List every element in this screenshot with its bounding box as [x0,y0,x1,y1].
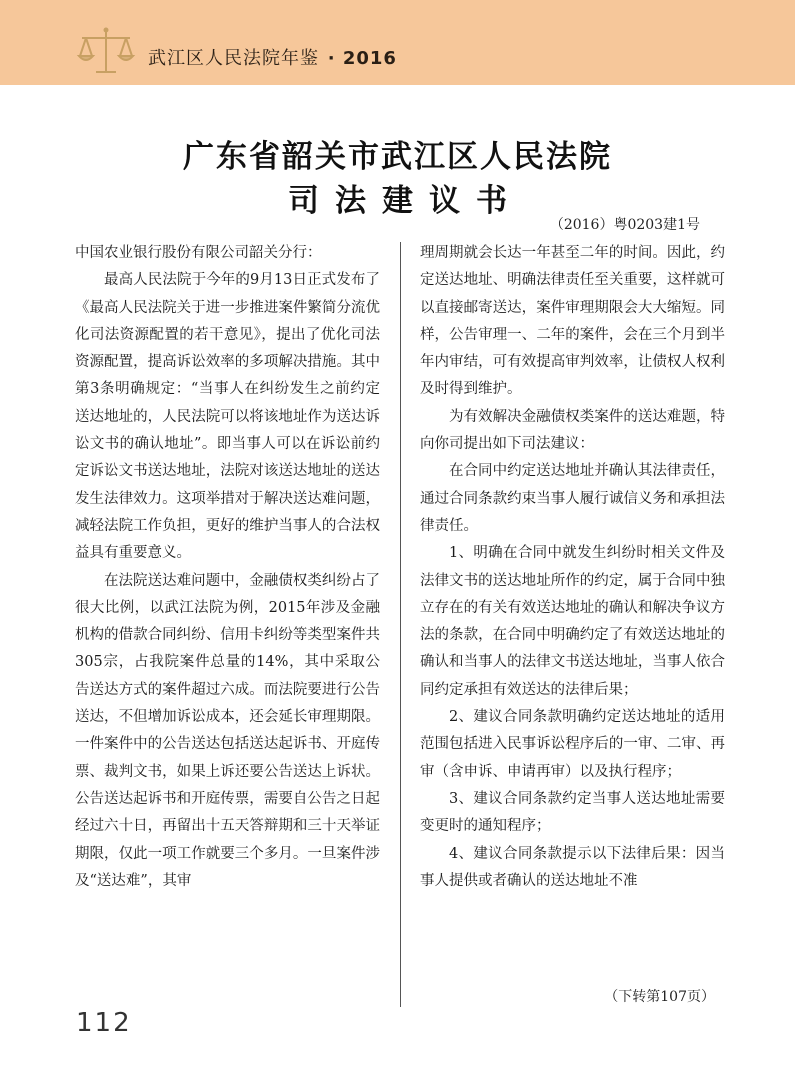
document-title-line1: 广东省韶关市武江区人民法院 [183,139,612,175]
suggestion-item: 2、建议合同条款明确约定送达地址的适用范围包括进入民事诉讼程序后的一审、二审、再审（含申诉、申请再审）以及执行程序； [420,709,725,780]
body-paragraph: 在法院送达难问题中，金融债权类纠纷占了很大比例，以武江法院为例，2015年涉及金融机构的借款合同纠纷、信用卡纠纷等类型案件共305宗，占我院案件总量的14%，其中采取公告送达方式的案件超过六成。而法院要进行公告送达，不但增加诉讼成本，还会延长审理期限。一件案件中的公告送达包括送达起诉书、开庭传票、裁判文书，如果上诉还要公告送达上诉状。公告送达起诉书和开庭传票，需要自公告之日起经过六十日，再留出十五天答辩期和三十天举证期限，仅此一项工作就要三个多月。一旦案件涉及“送达难”，其审 [75,572,380,889]
suggestion-item: 3、建议合同条款约定当事人送达地址需要变更时的通知程序； [420,790,725,835]
body-paragraph: 最高人民法院于今年的9月13日正式发布了《最高人民法院关于进一步推进案件繁简分流优化司法资源配置的若干意见》，提出了优化司法资源配置，提高诉讼效率的多项解决措施。其中第3条明确规定：“当事人在纠纷发生之前约定送达地址的，人民法院可以将该地址作为送达诉讼文书的确认地址”。即当事人可以在诉讼前约定诉讼文书送达地址，法院对该送达地址的送达发生法律效力。这项举措对于解决送达难问题，减轻法院工作负担，更好的维护当事人的合法权益具有重要意义。 [75,272,380,562]
yearbook-header-title [148,44,397,70]
column-divider [400,242,401,1007]
yearbook-name: 武江区人民法院年鉴 [148,48,319,69]
page-number: 112 [76,1008,132,1038]
body-paragraph: 理周期就会长达一年甚至二年的时间。因此，约定送达地址、明确法律责任至关重要，这样就可以直接邮寄送达，案件审理期限会大大缩短。同样，公告审理一、二年的案件，会在三个月到半年内审结，可有效提高审判效率，让债权人权利及时得到维护。 [420,245,725,398]
scales-of-justice-icon [76,26,136,78]
header-band [0,0,795,85]
right-column [420,240,725,895]
suggestion-item: 4、建议合同条款提示以下法律后果：因当事人提供或者确认的送达地址不准 [420,845,725,889]
addressee: 中国农业银行股份有限公司韶关分行： [75,245,322,261]
left-column [75,240,380,895]
continued-note: （下转第107页） [604,989,715,1005]
suggestion-item: 1、明确在合同中就发生纠纷时相关文件及法律文书的送达地址所作的约定，属于合同中独立存在的有关有效送达地址的确认和解决争议方法的条款，在合同中明确约定了有效送达地址的确认和当事人的法律文书送达地址，当事人依合同约定承担有效送达的法律后果； [420,545,725,698]
body-paragraph: 在合同中约定送达地址并确认其法律责任，通过合同条款约束当事人履行诚信义务和承担法律责任。 [420,463,725,534]
yearbook-year: · 2016 [327,48,397,69]
document-number: （2016）粤0203建1号 [549,217,700,233]
body-paragraph: 为有效解决金融债权类案件的送达难题，特向你司提出如下司法建议： [420,408,725,453]
document-title-line2: 司法建议书 [288,183,523,219]
